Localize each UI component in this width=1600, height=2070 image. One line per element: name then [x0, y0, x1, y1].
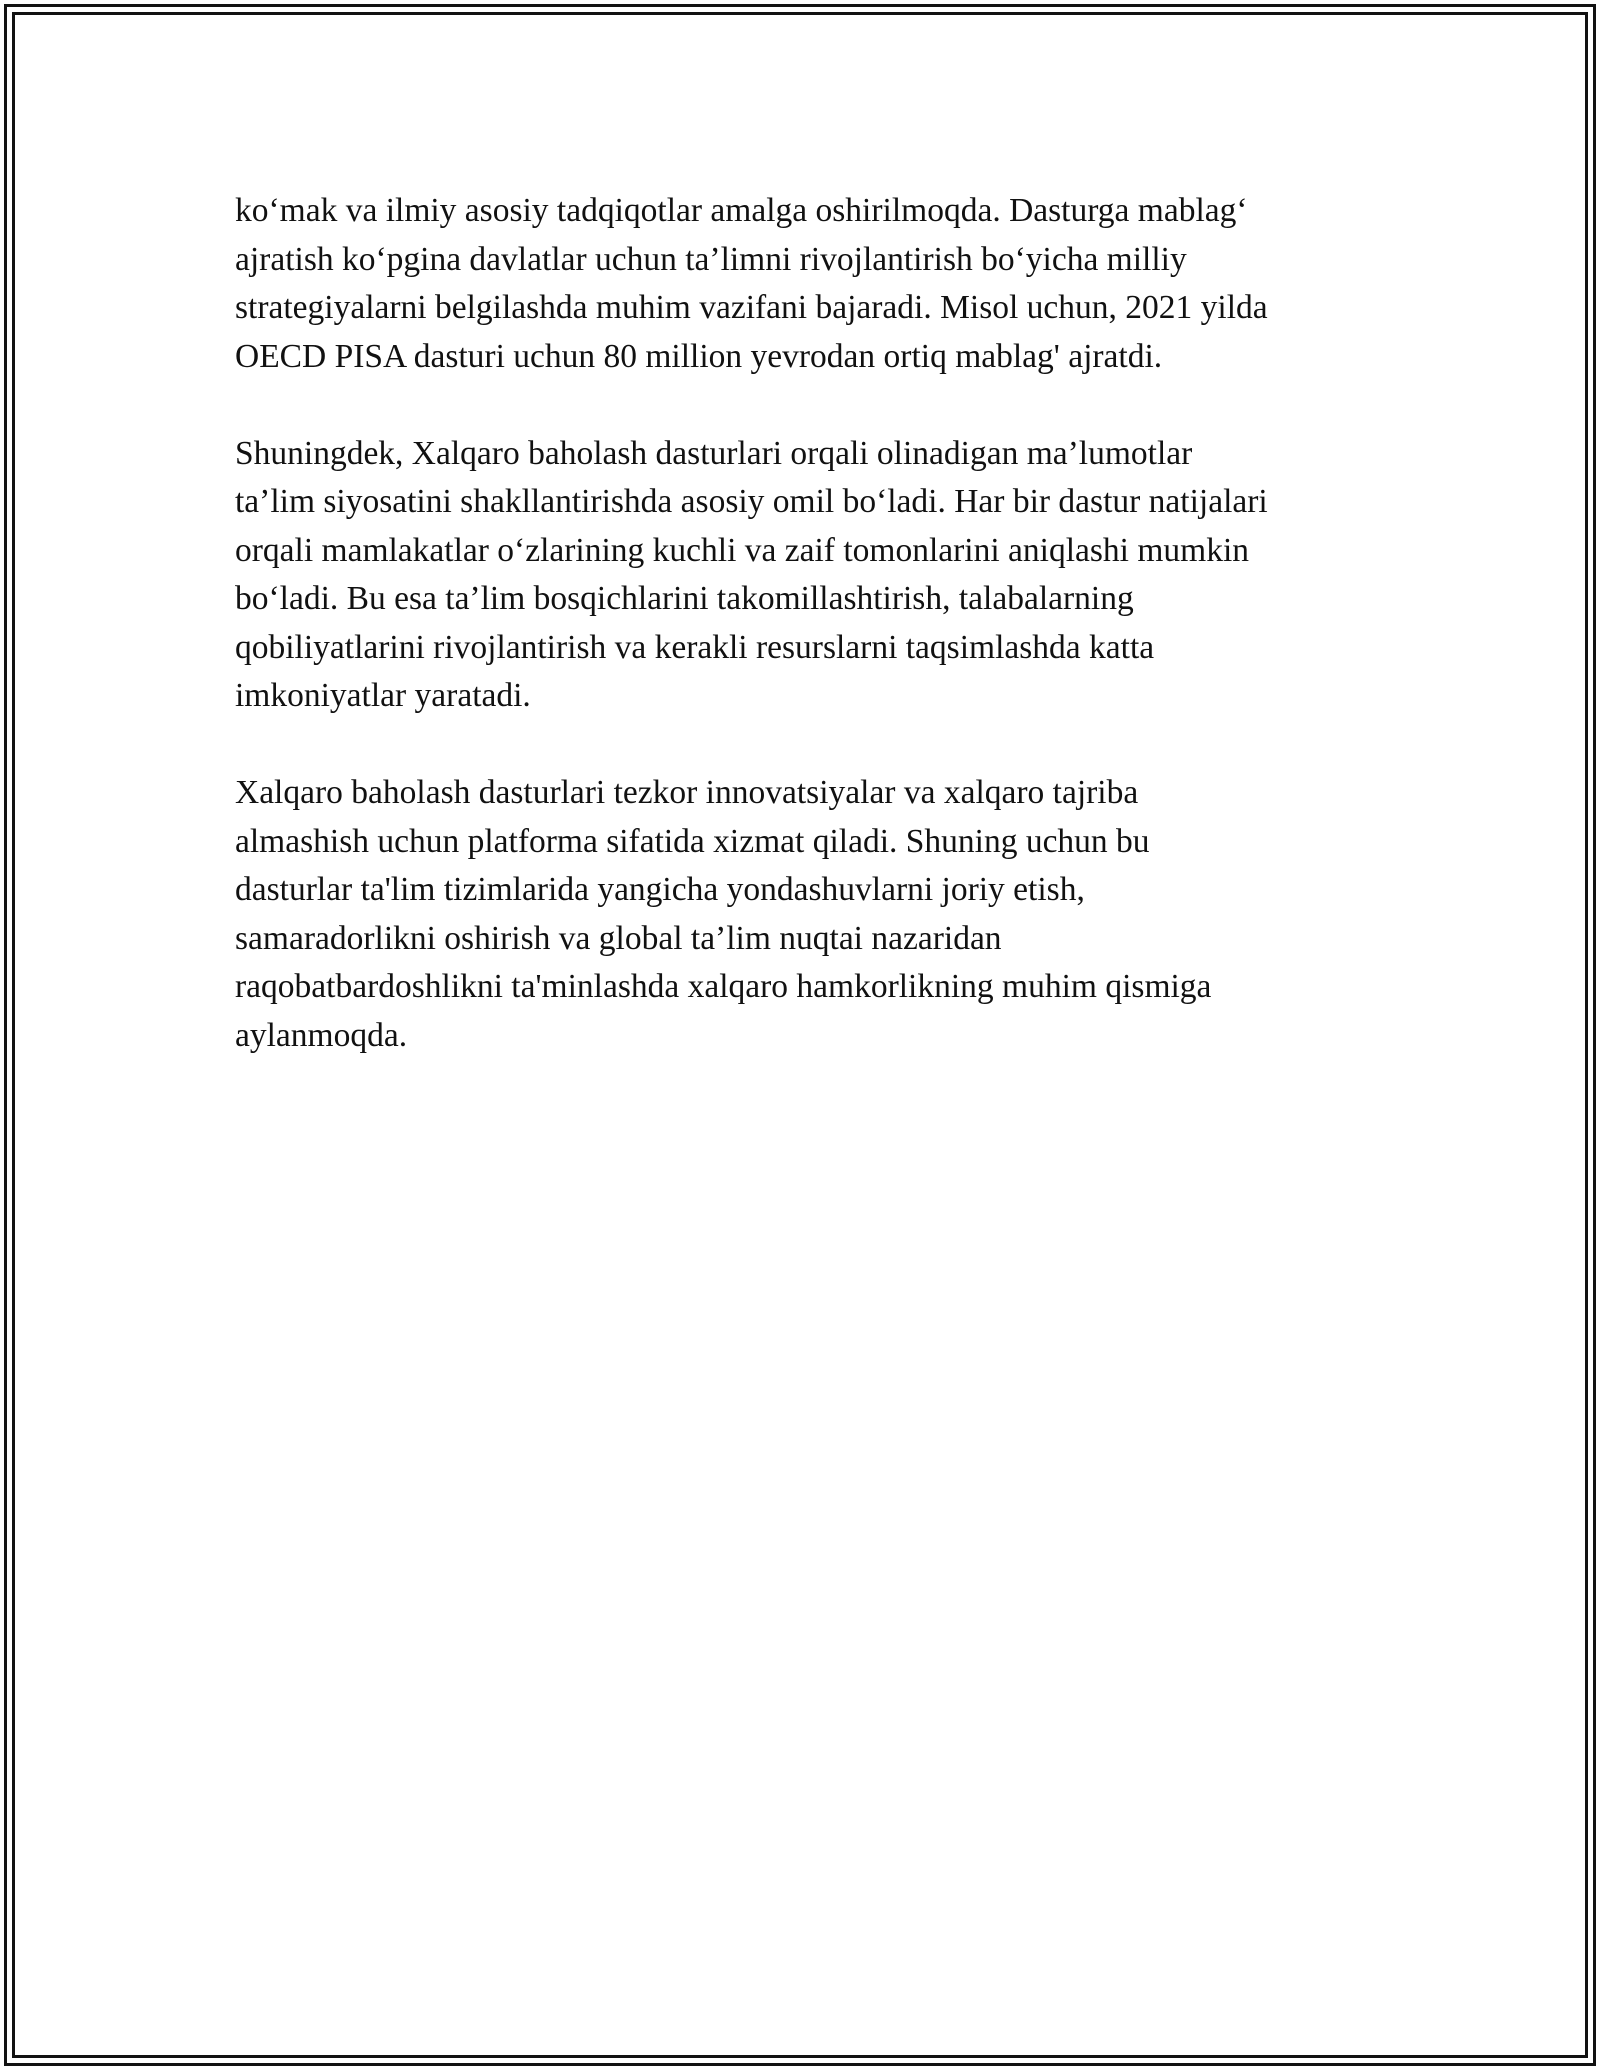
text-line: OECD PISA dasturi uchun 80 million yevrodan ortiq mablag' ajratdi.	[235, 337, 1163, 375]
text-line: raqobatbardoshlikni ta'minlashda xalqaro hamkorlikning muhim qismiga	[235, 968, 1212, 1005]
paragraph-1	[235, 187, 1375, 381]
paragraph-3	[235, 769, 1375, 1060]
text-line: samaradorlikni oshirish va global ta’lim nuqtai nazaridan	[235, 919, 1002, 957]
paragraph-2	[235, 430, 1375, 721]
text-line: bo‘ladi. Bu esa ta’lim bosqichlarini takomillashtirish, talabalarning	[235, 580, 1134, 617]
document-body	[235, 187, 1375, 1109]
text-line: Shuningdek, Xalqaro baholash dasturlari orqali olinadigan ma’lumotlar	[235, 434, 1193, 472]
text-line: strategiyalarni belgilashda muhim vazifani bajaradi. Misol uchun, 2021 yilda	[235, 289, 1268, 326]
text-line: qobiliyatlarini rivojlantirish va kerakli resurslarni taqsimlashda katta	[235, 628, 1155, 666]
text-line: imkoniyatlar yaratadi.	[235, 677, 531, 714]
text-line: Xalqaro baholash dasturlari tezkor innovatsiyalar va xalqaro tajriba	[235, 774, 1139, 811]
text-line: orqali mamlakatlar o‘zlarining kuchli va zaif tomonlarini aniqlashi mumkin	[235, 531, 1250, 569]
text-line: ajratish ko‘pgina davlatlar uchun ta’limni rivojlantirish bo‘yicha milliy	[235, 240, 1187, 278]
text-line: aylanmoqda.	[235, 1016, 408, 1054]
text-line: ko‘mak va ilmiy asosiy tadqiqotlar amalga oshirilmoqda. Dasturga mablag‘	[235, 192, 1248, 229]
text-line: ta’lim siyosatini shakllantirishda asosiy omil bo‘ladi. Har bir dastur natijalari	[235, 483, 1268, 520]
text-line: almashish uchun platforma sifatida xizmat qiladi. Shuning uchun bu	[235, 822, 1150, 860]
text-line: dasturlar ta'lim tizimlarida yangicha yondashuvlarni joriy etish,	[235, 871, 1085, 908]
